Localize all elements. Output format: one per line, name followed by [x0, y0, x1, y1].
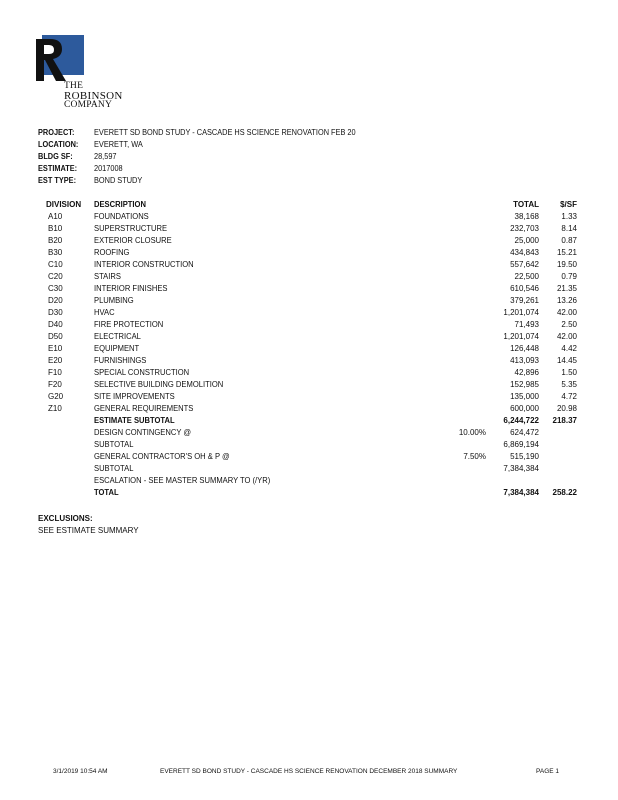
division-total: 434,843	[510, 248, 539, 257]
header-label: ESTIMATE:	[38, 164, 78, 173]
division-code: B10	[48, 224, 63, 233]
division-total: 71,493	[514, 320, 539, 329]
division-description: ELECTRICAL	[94, 332, 141, 341]
summary-total: 624,472	[510, 428, 539, 437]
summary-description: SUBTOTAL	[94, 464, 134, 473]
division-cost-per-sf: 21.35	[556, 284, 577, 293]
division-total: 379,261	[510, 296, 539, 305]
division-code: E20	[48, 356, 63, 365]
table-row	[0, 307, 618, 319]
header-label: EST TYPE:	[38, 176, 77, 185]
division-total: 232,703	[510, 224, 539, 233]
division-description: FIRE PROTECTION	[94, 320, 164, 329]
division-code: G20	[48, 392, 64, 401]
division-total: 1,201,074	[503, 308, 539, 317]
table-row	[0, 223, 618, 235]
division-code: D50	[48, 332, 63, 341]
logo-mark-icon	[36, 35, 84, 81]
division-cost-per-sf: 14.45	[556, 356, 577, 365]
division-description: SPECIAL CONSTRUCTION	[94, 368, 190, 377]
division-description: FURNISHINGS	[94, 356, 147, 365]
division-cost-per-sf: 19.50	[556, 260, 577, 269]
footer-timestamp: 3/1/2019 10:54 AM	[53, 768, 108, 775]
division-code: B30	[48, 248, 63, 257]
header-value: EVERETT, WA	[94, 140, 143, 149]
division-code: A10	[48, 212, 63, 221]
header-label: PROJECT:	[38, 128, 75, 137]
summary-description: SUBTOTAL	[94, 440, 134, 449]
division-code: D30	[48, 308, 63, 317]
division-code: B20	[48, 236, 63, 245]
division-description: SUPERSTRUCTURE	[94, 224, 168, 233]
division-total: 22,500	[514, 272, 539, 281]
company-name-line3: COMPANY	[64, 100, 113, 110]
division-cost-per-sf: 1.33	[561, 212, 577, 221]
summary-cost-per-sf: 218.37	[552, 416, 577, 425]
division-description: GENERAL REQUIREMENTS	[94, 404, 194, 413]
division-cost-per-sf: 42.00	[556, 308, 577, 317]
table-row	[0, 343, 618, 355]
company-name-line2: ROBINSON	[64, 90, 123, 102]
division-code: E10	[48, 344, 63, 353]
division-code: C30	[48, 284, 63, 293]
division-cost-per-sf: 20.98	[556, 404, 577, 413]
division-description: HVAC	[94, 308, 115, 317]
summary-description: ESTIMATE SUBTOTAL	[94, 416, 175, 425]
summary-row	[0, 415, 618, 427]
column-header-division: DIVISION	[46, 200, 82, 209]
division-code: Z10	[48, 404, 62, 413]
summary-row	[0, 439, 618, 451]
division-total: 25,000	[514, 236, 539, 245]
cost-summary-table	[0, 199, 618, 499]
table-row	[0, 403, 618, 415]
division-cost-per-sf: 13.26	[556, 296, 577, 305]
company-name-line1: THE	[64, 81, 84, 91]
division-description: PLUMBING	[94, 296, 134, 305]
division-total: 1,201,074	[503, 332, 539, 341]
division-code: C20	[48, 272, 63, 281]
header-label: LOCATION:	[38, 140, 79, 149]
summary-row	[0, 475, 618, 487]
company-logo	[36, 35, 84, 81]
division-cost-per-sf: 5.35	[561, 380, 577, 389]
division-cost-per-sf: 2.50	[561, 320, 577, 329]
division-description: EXTERIOR CLOSURE	[94, 236, 172, 245]
division-total: 126,448	[510, 344, 539, 353]
division-description: SELECTIVE BUILDING DEMOLITION	[94, 380, 224, 389]
division-description: EQUIPMENT	[94, 344, 140, 353]
summary-row	[0, 487, 618, 499]
division-total: 610,546	[510, 284, 539, 293]
summary-row	[0, 463, 618, 475]
exclusions-text: SEE ESTIMATE SUMMARY	[38, 526, 139, 535]
summary-rows	[0, 415, 618, 499]
division-description: ROOFING	[94, 248, 130, 257]
summary-description: TOTAL	[94, 488, 119, 497]
header-label: BLDG SF:	[38, 152, 73, 161]
table-row	[0, 247, 618, 259]
table-row	[0, 271, 618, 283]
division-cost-per-sf: 42.00	[556, 332, 577, 341]
summary-total: 7,384,384	[503, 488, 539, 497]
exclusions-section	[38, 513, 142, 537]
exclusions-title: EXCLUSIONS:	[38, 514, 93, 523]
division-cost-per-sf: 1.50	[561, 368, 577, 377]
division-code: F10	[48, 368, 62, 377]
table-row	[0, 331, 618, 343]
column-header-psf: $/SF	[560, 200, 577, 209]
summary-total: 515,190	[510, 452, 539, 461]
division-description: FOUNDATIONS	[94, 212, 149, 221]
table-row	[0, 379, 618, 391]
division-cost-per-sf: 4.42	[561, 344, 577, 353]
table-row	[0, 367, 618, 379]
summary-row	[0, 451, 618, 463]
header-value: BOND STUDY	[94, 176, 143, 185]
table-row	[0, 391, 618, 403]
division-total: 42,896	[514, 368, 539, 377]
division-code: D20	[48, 296, 63, 305]
column-header-description: DESCRIPTION	[94, 200, 146, 209]
summary-total: 6,244,722	[503, 416, 539, 425]
summary-description: ESCALATION - SEE MASTER SUMMARY TO (/YR)	[94, 476, 271, 485]
table-row	[0, 211, 618, 223]
division-description: INTERIOR CONSTRUCTION	[94, 260, 194, 269]
division-code: F20	[48, 380, 62, 389]
column-header-total: TOTAL	[513, 200, 539, 209]
division-description: STAIRS	[94, 272, 121, 281]
summary-description: GENERAL CONTRACTOR'S OH & P @	[94, 452, 230, 461]
division-total: 557,642	[510, 260, 539, 269]
division-description: SITE IMPROVEMENTS	[94, 392, 175, 401]
header-value: 2017008	[94, 164, 123, 173]
summary-percentage: 10.00%	[458, 428, 486, 437]
division-code: C10	[48, 260, 63, 269]
company-name	[64, 82, 123, 110]
division-cost-per-sf: 0.87	[561, 236, 577, 245]
summary-percentage: 7.50%	[463, 452, 486, 461]
division-cost-per-sf: 15.21	[556, 248, 577, 257]
footer-page-number: PAGE 1	[536, 768, 560, 775]
header-value: EVERETT SD BOND STUDY - CASCADE HS SCIENCE RENOVATION FEB 20	[94, 128, 356, 137]
table-row	[0, 235, 618, 247]
table-row	[0, 283, 618, 295]
division-total: 38,168	[514, 212, 539, 221]
division-total: 152,985	[510, 380, 539, 389]
table-row	[0, 259, 618, 271]
summary-description: DESIGN CONTINGENCY @	[94, 428, 192, 437]
division-cost-per-sf: 8.14	[561, 224, 577, 233]
division-total: 600,000	[510, 404, 539, 413]
division-cost-per-sf: 0.79	[561, 272, 577, 281]
table-header-row	[0, 199, 618, 211]
header-value: 28,597	[94, 152, 117, 161]
division-code: D40	[48, 320, 63, 329]
table-row	[0, 319, 618, 331]
division-total: 135,000	[510, 392, 539, 401]
division-total: 413,093	[510, 356, 539, 365]
summary-total: 7,384,384	[503, 464, 539, 473]
summary-total: 6,869,194	[503, 440, 539, 449]
table-row	[0, 355, 618, 367]
summary-row	[0, 427, 618, 439]
footer-title: EVERETT SD BOND STUDY - CASCADE HS SCIENCE RENOVATION DECEMBER 2018 SUMMARY	[160, 768, 458, 775]
table-row	[0, 295, 618, 307]
division-cost-per-sf: 4.72	[561, 392, 577, 401]
division-rows	[0, 211, 618, 415]
summary-cost-per-sf: 258.22	[552, 488, 577, 497]
division-description: INTERIOR FINISHES	[94, 284, 168, 293]
